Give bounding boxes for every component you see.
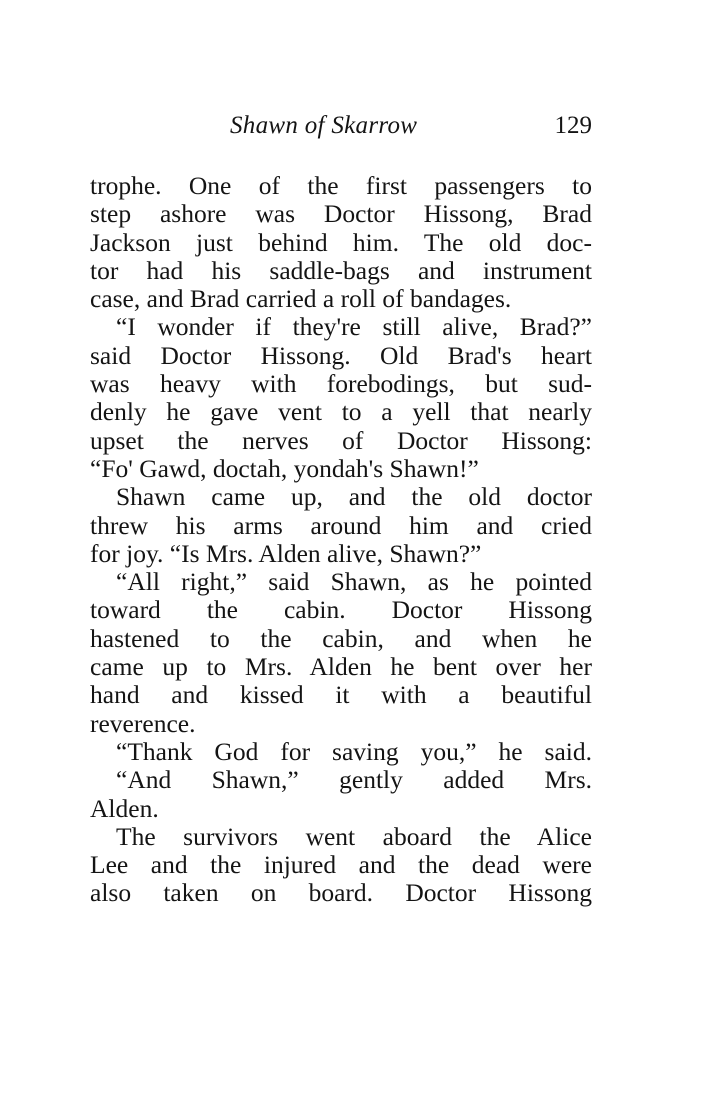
text-line: hand and kissed it with a beautiful — [90, 680, 592, 710]
text-line: “I wonder if they're still alive, Brad?” — [116, 312, 592, 342]
running-title: Shawn of Skarrow — [230, 112, 418, 139]
text-line: upset the nerves of Doctor Hissong: — [90, 425, 592, 455]
text-line: Alden. — [90, 793, 159, 823]
text-line: said Doctor Hissong. Old Brad's heart — [90, 340, 592, 370]
text-line: also taken on board. Doctor Hissong — [90, 878, 592, 908]
text-line: “Thank God for saving you,” he said. — [116, 736, 592, 766]
text-line: The survivors went aboard the Alice — [116, 821, 592, 851]
text-line: case, and Brad carried a roll of bandages. — [90, 284, 512, 314]
body-text — [90, 172, 592, 908]
text-line: reverence. — [90, 708, 196, 738]
text-line: “Fo' Gawd, doctah, yondah's Shawn!” — [90, 453, 479, 483]
text-line: “All right,” said Shawn, as he pointed — [116, 567, 592, 597]
text-line: was heavy with forebodings, but sud- — [90, 369, 592, 399]
text-line: for joy. “Is Mrs. Alden alive, Shawn?” — [90, 538, 482, 568]
page-number: 129 — [554, 112, 592, 139]
text-line: toward the cabin. Doctor Hissong — [90, 595, 592, 625]
text-line: hastened to the cabin, and when he — [90, 623, 592, 653]
text-line: Shawn came up, and the old doctor — [116, 482, 592, 512]
text-line: step ashore was Doctor Hissong, Brad — [90, 199, 592, 229]
text-line: Lee and the injured and the dead were — [90, 850, 592, 880]
text-line: tor had his saddle-bags and instrument — [90, 255, 592, 285]
text-line: “And Shawn,” gently added Mrs. — [116, 765, 592, 795]
running-head — [90, 112, 592, 148]
text-line: denly he gave vent to a yell that nearly — [90, 397, 592, 427]
text-line: Jackson just behind him. The old doc- — [90, 227, 592, 257]
text-line: trophe. One of the first passengers to — [90, 171, 592, 200]
text-line: threw his arms around him and cried — [90, 510, 592, 540]
text-line: came up to Mrs. Alden he bent over her — [90, 652, 592, 682]
